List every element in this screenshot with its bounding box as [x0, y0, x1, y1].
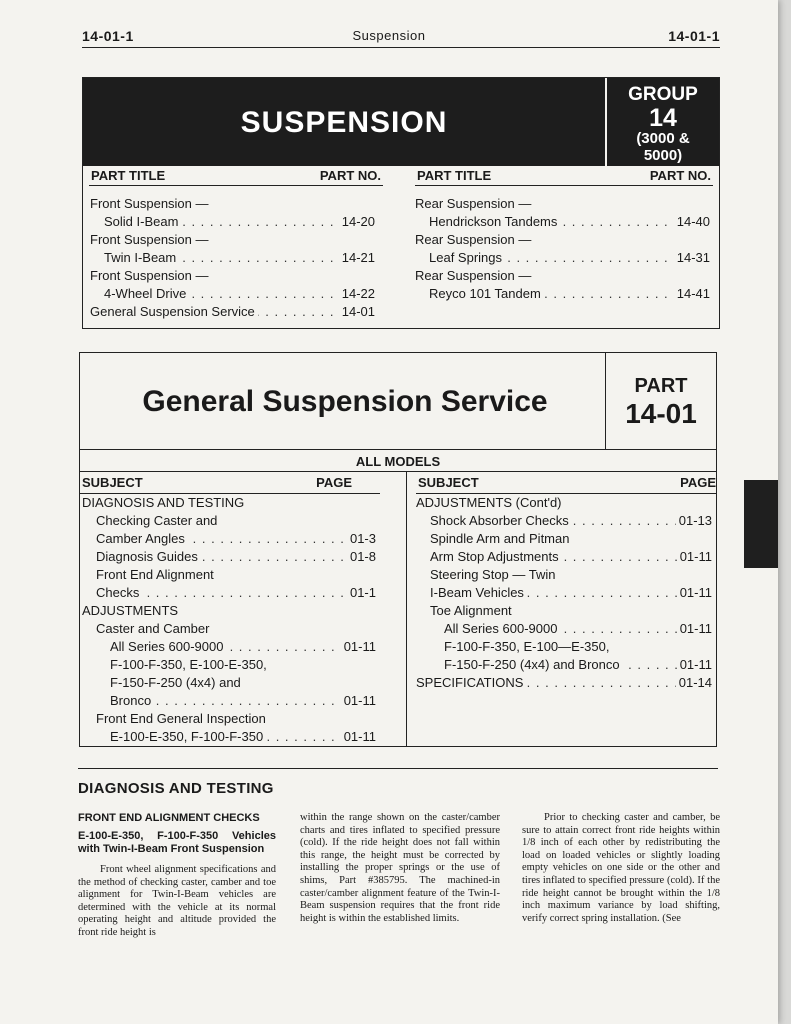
running-title: Suspension [352, 28, 426, 43]
toc-entry [82, 638, 376, 656]
subsection-heading: FRONT END ALIGNMENT CHECKS [78, 812, 260, 824]
toc-entry-title: 4-Wheel Drive [90, 286, 189, 301]
section-heading: DIAGNOSIS AND TESTING [78, 780, 274, 797]
body-paragraph: within the range shown on the caster/camber charts and tires inflated to specified pressure (cold). If the ride height does not fall within this range, the height must be corrected by installing the proper springs or the use of shims, Part #385795. The machined-in caster/camber alignment feature of the Twin-I-Beam suspension requires that the front ride height is within the established limits. [300, 812, 500, 924]
toc-entry-page: 14-21 [339, 249, 375, 267]
toc-entry [415, 249, 710, 267]
toc-entry-title: Checks [82, 585, 142, 600]
toc-entry-title: Front Suspension — [90, 232, 212, 247]
toc-entry-title: Front End General Inspection [82, 711, 269, 726]
toc-entry-title: ADJUSTMENTS (Cont'd) [416, 495, 565, 510]
toc-entry-title: E-100-E-350, F-100-F-350 [82, 729, 266, 744]
toc-entry-title: General Suspension Service [90, 304, 258, 319]
toc-entry-page: 01-1 [347, 584, 376, 602]
toc-entry-title: Twin I-Beam [90, 250, 179, 265]
toc-entry-title: All Series 600-9000 [82, 639, 226, 654]
toc-entry-page: 14-31 [674, 249, 710, 267]
toc-entry [415, 213, 710, 231]
toc-entry [416, 494, 712, 512]
toc-entry-title: F-100-F-350, E-100-E-350, [82, 657, 270, 672]
toc-entry-title: Front Suspension — [90, 196, 212, 211]
all-models-rule [80, 471, 716, 472]
header-rule [82, 47, 720, 48]
toc-entry-page: 01-11 [677, 548, 712, 566]
toc-entry-page: 01-11 [341, 638, 376, 656]
group-badge-series-2: 5000) [643, 147, 683, 164]
group-badge-number: 14 [649, 104, 677, 132]
toc-entry-title: Camber Angles [82, 531, 188, 546]
toc-entry [90, 267, 375, 285]
toc-entry [82, 674, 376, 692]
toc-entry [82, 620, 376, 638]
toc-entry [82, 512, 376, 530]
toc-entry-title: Steering Stop — Twin [416, 567, 559, 582]
toc-entry-page: 01-11 [677, 656, 712, 674]
group-badge-word: GROUP [628, 84, 698, 105]
toc-entry-title: Front End Alignment [82, 567, 217, 582]
column-divider [406, 471, 407, 746]
toc-entry-title: Front Suspension — [90, 268, 212, 283]
toc-entry-title: SPECIFICATIONS [416, 675, 526, 690]
toc-entry-title: Solid I-Beam [90, 214, 181, 229]
group-right-list [415, 195, 710, 303]
group-index-box [82, 77, 720, 329]
part-badge-number: 14-01 [625, 398, 697, 429]
toc-entry [415, 267, 710, 285]
group-badge [605, 78, 719, 166]
toc-entry-title: Diagnosis Guides [82, 549, 201, 564]
toc-entry-title: I-Beam Vehicles [416, 585, 527, 600]
article-column-1 [78, 812, 276, 940]
part-title: General Suspension Service [142, 385, 548, 418]
part-badge-word: PART [634, 375, 688, 397]
toc-entry-page: 01-8 [347, 548, 376, 566]
part-title-heading: PART TITLE [417, 168, 492, 183]
article-rule [78, 768, 718, 769]
toc-entry-page: 14-01 [339, 303, 375, 321]
toc-entry [82, 710, 376, 728]
page-number-right: 14-01-1 [668, 28, 720, 44]
part-no-heading: PART NO. [649, 168, 711, 183]
toc-entry [82, 656, 376, 674]
part-title-heading: PART TITLE [91, 168, 166, 183]
group-banner [83, 78, 719, 166]
toc-entry [416, 512, 712, 530]
toc-entry-title: Arm Stop Adjustments [416, 549, 562, 564]
toc-entry-title: Caster and Camber [82, 621, 212, 636]
toc-entry-page: 01-11 [677, 584, 712, 602]
group-right-col-header [409, 168, 719, 190]
sub-subsection-heading: E-100-E-350, F-100-F-350 Vehicles with Twin-I-Beam Front Suspension [78, 830, 276, 855]
body-paragraph: Front wheel alignment specifications and the method of checking caster, camber and toe alignment for Twin-I-Beam vehicles are determined with the vehicle at its normal operating height and altitude provided the front ride height is [78, 864, 276, 938]
toc-entry [416, 584, 712, 602]
toc-entry [415, 195, 710, 213]
toc-entry-page: 01-11 [677, 620, 712, 638]
part-index-box [79, 352, 717, 747]
subject-header-left [80, 475, 380, 495]
toc-entry [82, 548, 376, 566]
part-divider [80, 449, 716, 450]
toc-entry [82, 566, 376, 584]
toc-entry-title: All Series 600-9000 [416, 621, 560, 636]
toc-entry-title: Checking Caster and [82, 513, 220, 528]
toc-entry-page: 14-22 [339, 285, 375, 303]
subject-heading: SUBJECT [82, 475, 143, 490]
toc-entry [82, 584, 376, 602]
toc-entry-title: Shock Absorber Checks [416, 513, 572, 528]
toc-entry [90, 249, 375, 267]
toc-entry-page: 14-40 [674, 213, 710, 231]
toc-entry-page: 01-14 [676, 674, 712, 692]
toc-entry [415, 285, 710, 303]
toc-entry [82, 494, 376, 512]
part-left-list [82, 494, 376, 746]
toc-entry [90, 303, 375, 321]
toc-entry [416, 620, 712, 638]
part-right-list [416, 494, 712, 692]
toc-entry-title: Reyco 101 Tandem [415, 286, 544, 301]
group-title: SUSPENSION [240, 106, 448, 139]
toc-entry-title: DIAGNOSIS AND TESTING [82, 495, 247, 510]
page-number-left: 14-01-1 [82, 28, 134, 44]
toc-entry-title: Rear Suspension — [415, 196, 534, 211]
part-badge [605, 353, 716, 449]
article-column-2 [300, 812, 500, 925]
toc-entry [90, 231, 375, 249]
toc-entry [416, 548, 712, 566]
toc-entry [416, 638, 712, 656]
subject-heading: SUBJECT [418, 475, 479, 490]
all-models-label: ALL MODELS [355, 454, 441, 469]
toc-entry [82, 692, 376, 710]
toc-entry [90, 195, 375, 213]
toc-entry-title: F-150-F-250 (4x4) and Bronco [416, 657, 623, 672]
article-column-3 [522, 812, 720, 925]
toc-entry [416, 656, 712, 674]
toc-entry-title: ADJUSTMENTS [82, 603, 181, 618]
toc-entry [416, 566, 712, 584]
group-left-col-header [83, 168, 389, 190]
toc-entry [416, 602, 712, 620]
toc-entry-page: 01-13 [676, 512, 712, 530]
toc-entry-title: F-100-F-350, E-100—E-350, [416, 639, 612, 654]
page-heading: PAGE [680, 475, 716, 490]
toc-entry-title: Bronco [82, 693, 154, 708]
toc-entry [416, 674, 712, 692]
toc-entry-page: 01-3 [347, 530, 376, 548]
column-rule [415, 185, 713, 186]
toc-entry [82, 728, 376, 746]
toc-entry-title: Rear Suspension — [415, 232, 534, 247]
toc-entry-page: 01-11 [341, 728, 376, 746]
toc-entry-title: F-150-F-250 (4x4) and [82, 675, 244, 690]
part-no-heading: PART NO. [319, 168, 381, 183]
toc-entry-page: 01-11 [341, 692, 376, 710]
toc-entry [415, 231, 710, 249]
toc-entry [90, 213, 375, 231]
column-rule [89, 185, 383, 186]
toc-entry-page: 14-41 [674, 285, 710, 303]
toc-entry-title: Leaf Springs [415, 250, 505, 265]
group-left-list [90, 195, 375, 321]
toc-entry-title: Hendrickson Tandems [415, 214, 560, 229]
section-thumb-tab [744, 480, 778, 568]
group-badge-series-1: (3000 & [636, 130, 690, 147]
subject-header-right [416, 475, 716, 495]
body-paragraph: Prior to checking caster and camber, be sure to attain correct front ride heights within 1/8 inch of each other by redistributing the load on loaded vehicles or slightly loading empty vehicles on one side or the other and tires inflated to specified pressure (cold). If the ride height cannot be brought within the 1/8 inch maximum variance by load shifting, verify correct spring installation. (See [522, 812, 720, 924]
toc-entry [90, 285, 375, 303]
page-heading: PAGE [316, 475, 352, 490]
toc-entry [82, 602, 376, 620]
toc-entry [416, 530, 712, 548]
toc-entry-page: 14-20 [339, 213, 375, 231]
toc-entry-title: Toe Alignment [416, 603, 515, 618]
toc-entry-title: Spindle Arm and Pitman [416, 531, 572, 546]
toc-entry [82, 530, 376, 548]
toc-entry-title: Rear Suspension — [415, 268, 534, 283]
